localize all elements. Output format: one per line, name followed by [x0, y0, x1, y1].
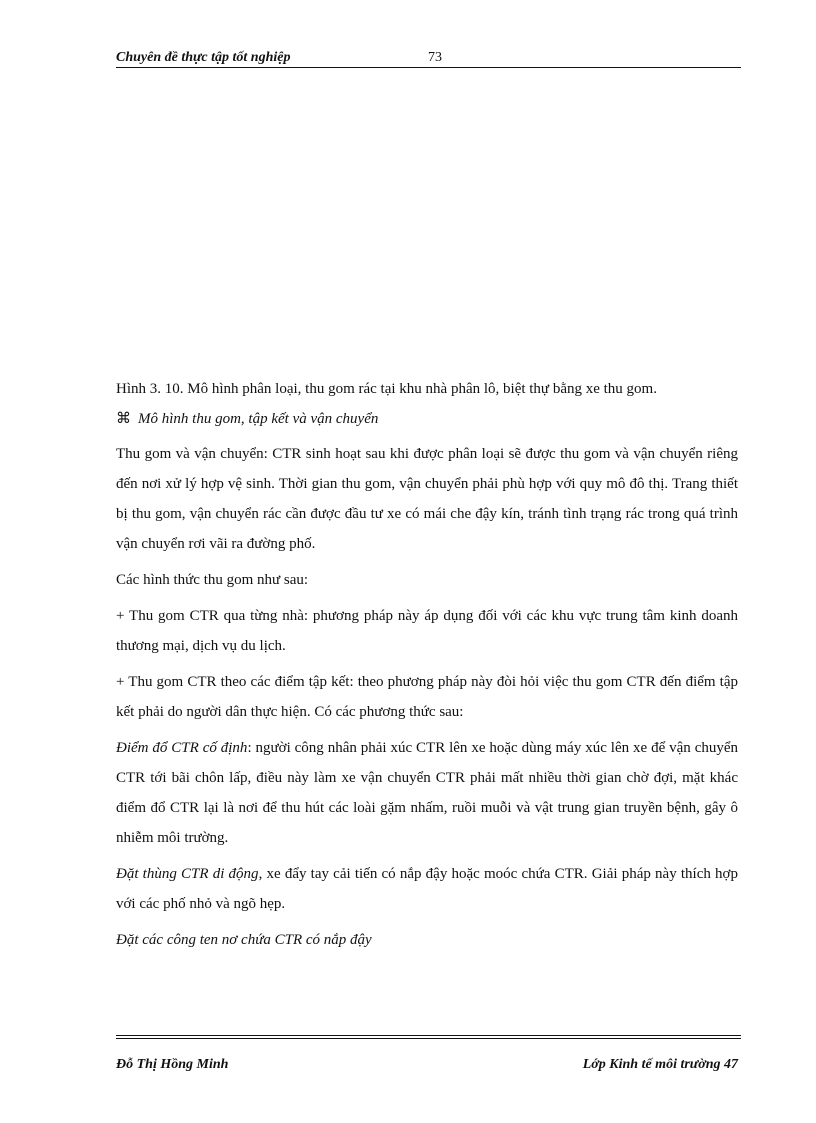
footer-rule-double	[116, 1038, 741, 1039]
paragraph-collection-transport: Thu gom và vận chuyển: CTR sinh hoạt sau khi được phân loại sẽ được thu gom và vận chuyển riêng đến nơi xử lý hợp vệ sinh. Thời gian thu gom, vận chuyển phải phù hợp với quy mô đô thị. Trang thiết bị thu gom, vận chuyển rác cần được đầu tư xe có mái che đậy kín, tránh tình trạng rác trong quá trình vận chuyển rơi vãi ra đường phố.	[116, 446, 738, 552]
page-header	[116, 50, 741, 68]
paragraph-mobile-bin	[116, 859, 738, 919]
fixed-dump-point-text: : người công nhân phải xúc CTR lên xe hoặc dùng máy xúc lên xe để vận chuyển CTR tới bãi chôn lấp, điều này làm xe vận chuyển CTR phải mất nhiều thời gian chờ đợi, mặt khác điểm đổ CTR lại là nơi để thu hút các loài gặm nhấm, ruồi muỗi và vật trung gian truyền bệnh, gây ô nhiễm môi trường.	[116, 740, 739, 846]
figure-caption: Hình 3. 10. Mô hình phân loại, thu gom rác tại khu nhà phân lô, biệt thự bằng xe thu gom.	[116, 381, 657, 397]
paragraph-collection-points: + Thu gom CTR theo các điểm tập kết: theo phương pháp này đòi hỏi việc thu gom CTR đến điểm tập kết phải do người dân thực hiện. Có các phương thức sau:	[116, 674, 738, 720]
paragraph-container: Đặt các công ten nơ chứa CTR có nắp đậy	[116, 932, 372, 948]
mobile-bin-term: Đặt thùng CTR di động	[116, 866, 259, 882]
header-rule	[116, 67, 741, 68]
mobile-bin-text: , xe đẩy tay cải tiến có nắp đậy hoặc moóc chứa CTR. Giải pháp này thích hợp với các phố nhỏ và ngõ hẹp.	[116, 866, 738, 912]
page-number: 73	[428, 50, 442, 65]
fixed-dump-point-term: Điểm đổ CTR cố định	[116, 740, 248, 756]
section-subheading	[116, 404, 738, 434]
footer-rule	[116, 1035, 741, 1036]
header-title: Chuyên đề thực tập tốt nghiệp	[116, 50, 291, 65]
document-body	[116, 374, 738, 955]
paragraph-door-to-door: + Thu gom CTR qua từng nhà: phương pháp này áp dụng đối với các khu vực trung tâm kinh doanh thương mại, dịch vụ du lịch.	[116, 608, 738, 654]
command-bullet-icon: ⌘	[116, 411, 131, 427]
page-footer	[116, 1057, 738, 1077]
paragraph-fixed-dump-point	[116, 733, 738, 853]
footer-author: Đỗ Thị Hồng Minh	[116, 1057, 229, 1072]
subheading-text: Mô hình thu gom, tập kết và vận chuyển	[138, 411, 379, 427]
footer-class: Lớp Kinh tế môi trường 47	[582, 1057, 738, 1072]
paragraph-collection-forms: Các hình thức thu gom như sau:	[116, 572, 309, 588]
